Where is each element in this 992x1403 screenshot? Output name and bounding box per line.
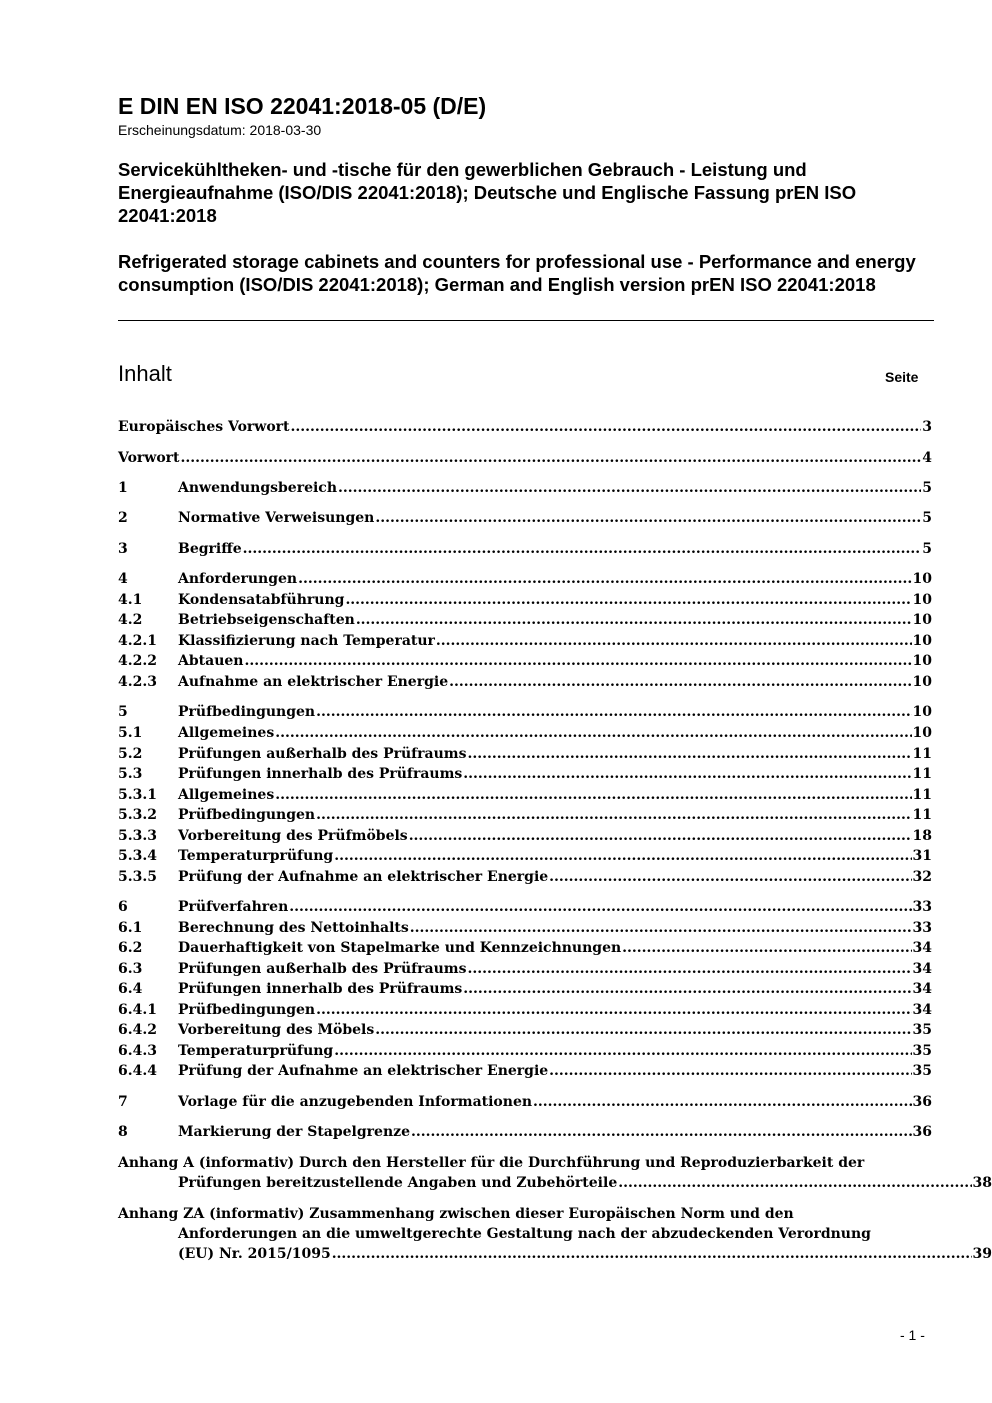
toc-dot-leader [618, 1173, 971, 1193]
toc-entry-6-4-2[interactable] [118, 1020, 932, 1040]
toc-entry-page: 36 [912, 1124, 932, 1140]
toc-entry-number: 5.3.2 [118, 807, 157, 823]
toc-entry-title: Vorwort [118, 450, 180, 466]
toc-dot-leader [244, 651, 911, 671]
toc-entry-title: Kondensatabführung [178, 592, 345, 608]
toc-entry-5-2[interactable] [118, 744, 932, 764]
toc-entry-1[interactable] [118, 478, 932, 498]
toc-dot-leader [291, 417, 922, 437]
toc-entry-title: Prüfbedingungen [178, 1002, 316, 1018]
toc-dot-leader [549, 1061, 911, 1081]
toc-entry-6-4-1[interactable] [118, 1000, 932, 1020]
toc-entry-page: 35 [912, 1043, 932, 1059]
toc-entry-title: Temperaturprüfung [178, 848, 334, 864]
toc-entry-5-3-4[interactable] [118, 846, 932, 866]
toc-heading: Inhalt [118, 361, 172, 386]
toc-dot-leader [549, 867, 911, 887]
toc-entry-title: Anforderungen [178, 571, 298, 587]
toc-entry-page: 10 [912, 674, 932, 690]
toc-entry-6-4[interactable] [118, 979, 932, 999]
toc-dot-leader [375, 1020, 911, 1040]
toc-dot-leader [468, 959, 912, 979]
toc-entry-page: 10 [912, 653, 932, 669]
toc-dot-leader [411, 1122, 912, 1142]
toc-entry-6-1[interactable] [118, 918, 932, 938]
toc-dot-leader [243, 539, 922, 559]
toc-entry-page: 39 [972, 1246, 992, 1262]
toc-entry-page: 36 [912, 1094, 932, 1110]
toc-dot-leader [275, 785, 911, 805]
english-title: Refrigerated storage cabinets and counters for professional use - Performance and energy consumption (ISO/DIS 22041:2018); German and English version prEN ISO 22041:2018 [118, 251, 916, 295]
toc-entry-title: Betriebseigenschaften [178, 612, 355, 628]
toc-entry-title-continued: (EU) Nr. 2015/1095 [178, 1246, 331, 1262]
toc-entry-title: Prüfung der Aufnahme an elektrischer Energie [178, 1063, 549, 1079]
toc-entry-page: 34 [912, 1002, 932, 1018]
toc-entry-title-line: Anhang ZA (informativ) Zusammenhang zwischen dieser Europäischen Norm und den [118, 1206, 794, 1222]
toc-entry-number: 4.2.2 [118, 653, 157, 669]
toc-dot-leader [356, 610, 912, 630]
toc-entry-title: Normative Verweisungen [178, 510, 375, 526]
toc-entry-6-4-3[interactable] [118, 1041, 932, 1061]
toc-entry-number: 6.4 [118, 981, 143, 997]
toc-entry-page: 34 [912, 981, 932, 997]
toc-dot-leader [332, 1244, 972, 1264]
toc-entry-number: 6 [118, 899, 128, 915]
toc-dot-leader [463, 979, 911, 999]
toc-dot-leader [316, 805, 911, 825]
toc-entry-page: 10 [912, 612, 932, 628]
toc-entry-title: Berechnung des Nettoinhalts [178, 920, 409, 936]
toc-entry-number: 6.3 [118, 961, 143, 977]
toc-entry-4-2-3[interactable] [118, 672, 932, 692]
toc-dot-leader [316, 1000, 911, 1020]
toc-dot-leader [463, 764, 911, 784]
publication-date-line [118, 121, 321, 139]
toc-dot-leader [409, 826, 912, 846]
toc-entry-4-2[interactable] [118, 610, 932, 630]
toc-entry-4-1[interactable] [118, 590, 932, 610]
toc-dot-leader [622, 938, 911, 958]
toc-dot-leader [436, 631, 912, 651]
toc-entry-title: Prüfverfahren [178, 899, 289, 915]
toc-entry-page: 34 [912, 961, 932, 977]
toc-entry-title: Prüfung der Aufnahme an elektrischer Energie [178, 869, 549, 885]
toc-entry-title: Klassifizierung nach Temperatur [178, 633, 435, 649]
toc-entry-title: Prüfungen außerhalb des Prüfraums [178, 746, 467, 762]
toc-entry-number: 4.2.1 [118, 633, 157, 649]
toc-entry-page: 34 [912, 940, 932, 956]
toc-entry-5-3[interactable] [118, 764, 932, 784]
toc-entry-number: 5.3.5 [118, 869, 157, 885]
toc-entry-title: Dauerhaftigkeit von Stapelmarke und Kennzeichnungen [178, 940, 622, 956]
toc-entry-title: Vorbereitung des Möbels [178, 1022, 375, 1038]
toc-page-column-label: Seite [885, 369, 919, 385]
toc-entry-title: Prüfbedingungen [178, 807, 316, 823]
toc-entry-title: Temperaturprüfung [178, 1043, 334, 1059]
toc-entry-7[interactable] [118, 1092, 932, 1112]
toc-entry-title: Vorbereitung des Prüfmöbels [178, 828, 408, 844]
toc-entry-annex-za[interactable] [118, 1204, 992, 1264]
toc-entry-page: 31 [912, 848, 932, 864]
toc-entry-number: 6.4.2 [118, 1022, 157, 1038]
toc-entry-page: 38 [972, 1175, 992, 1191]
toc-entry-page: 10 [912, 725, 932, 741]
toc-entry-number: 1 [118, 480, 128, 496]
toc-entry-title-line: Anhang A (informativ) Durch den Hersteller für die Durchführung und Reproduzierbarkeit der [118, 1155, 865, 1171]
toc-dot-leader [410, 918, 912, 938]
toc-entry-5-1[interactable] [118, 723, 932, 743]
toc-entry-5-3-2[interactable] [118, 805, 932, 825]
publication-date-value: 2018-03-30 [249, 122, 322, 138]
toc-entry-number: 5 [118, 704, 128, 720]
toc-dot-leader [316, 702, 911, 722]
toc-entry-4-2-2[interactable] [118, 651, 932, 671]
toc-entry-number: 6.2 [118, 940, 143, 956]
toc-entry-2[interactable] [118, 508, 932, 528]
toc-entry-title: Allgemeines [178, 787, 275, 803]
toc-entry-title: Europäisches Vorwort [118, 419, 290, 435]
toc-entry-title: Prüfungen innerhalb des Prüfraums [178, 766, 463, 782]
toc-dot-leader [468, 744, 912, 764]
toc-entry-title: Markierung der Stapelgrenze [178, 1124, 410, 1140]
toc-dot-leader [345, 590, 911, 610]
toc-entry-number: 3 [118, 541, 128, 557]
toc-entry-title: Prüfbedingungen [178, 704, 316, 720]
toc-entry-5-3-1[interactable] [118, 785, 932, 805]
document-number: E DIN EN ISO 22041:2018-05 (D/E) [118, 93, 487, 119]
toc-entry-title-continued: Prüfungen bereitzustellende Angaben und Zubehörteile [178, 1175, 618, 1191]
toc-entry-number: 6.1 [118, 920, 143, 936]
toc-entry-page: 10 [912, 704, 932, 720]
toc-entry-6[interactable] [118, 897, 932, 917]
toc-entry-number: 5.3 [118, 766, 143, 782]
toc-entry-number: 5.3.4 [118, 848, 157, 864]
toc-entry-6-3[interactable] [118, 959, 932, 979]
toc-entry-number: 5.2 [118, 746, 143, 762]
toc-entry-page: 10 [912, 571, 932, 587]
toc-entry-number: 4.1 [118, 592, 143, 608]
toc-entry-page: 35 [912, 1022, 932, 1038]
toc-entry-number: 5.3.3 [118, 828, 157, 844]
toc-entry-5-3-3[interactable] [118, 826, 932, 846]
toc-entry-number: 8 [118, 1124, 128, 1140]
toc-entry-page: 11 [912, 766, 932, 782]
toc-entry-page: 3 [922, 419, 932, 435]
toc-entry-number: 7 [118, 1094, 128, 1110]
page-number: - 1 - [900, 1327, 925, 1343]
toc-entry-3[interactable] [118, 539, 932, 559]
publication-date-label: Erscheinungsdatum: [118, 122, 246, 138]
toc-entry-title: Anwendungsbereich [178, 480, 337, 496]
toc-entry-number: 5.1 [118, 725, 143, 741]
toc-entry-6-2[interactable] [118, 938, 932, 958]
toc-dot-leader [181, 448, 922, 468]
toc-dot-leader [533, 1092, 911, 1112]
toc-dot-leader [375, 508, 921, 528]
toc-dot-leader [334, 846, 911, 866]
toc-entry-page: 11 [912, 787, 932, 803]
toc-dot-leader [298, 569, 911, 589]
toc-dot-leader [338, 478, 921, 498]
toc-entry-page: 18 [912, 828, 932, 844]
toc-entry-number: 4 [118, 571, 128, 587]
toc-entry-annex-a[interactable] [118, 1153, 992, 1193]
toc-entry-page: 35 [912, 1063, 932, 1079]
german-title: Servicekühltheken- und -tische für den gewerblichen Gebrauch - Leistung und Energieaufnahme (ISO/DIS 22041:2018); Deutsche und Englische Fassung prEN ISO 22041:2018 [118, 159, 857, 226]
toc-entry-page: 5 [922, 480, 932, 496]
toc-dot-leader [449, 672, 911, 692]
toc-entry-page: 10 [912, 633, 932, 649]
toc-entry-page: 33 [912, 899, 932, 915]
toc-entry-page: 33 [912, 920, 932, 936]
toc-entry-6-4-4[interactable] [118, 1061, 932, 1081]
toc-entry-page: 11 [912, 807, 932, 823]
toc-entry-5[interactable] [118, 702, 932, 722]
toc-entry-title: Aufnahme an elektrischer Energie [178, 674, 449, 690]
toc-entry-4-2-1[interactable] [118, 631, 932, 651]
toc-entry-number: 6.4.4 [118, 1063, 157, 1079]
toc-entry-title: Prüfungen innerhalb des Prüfraums [178, 981, 463, 997]
toc-entry-title: Abtauen [178, 653, 244, 669]
toc-entry-title: Allgemeines [178, 725, 275, 741]
toc-entry-page: 10 [912, 592, 932, 608]
toc-entry-number: 4.2 [118, 612, 143, 628]
toc-entry-page: 5 [922, 541, 932, 557]
toc-entry-title: Prüfungen außerhalb des Prüfraums [178, 961, 467, 977]
toc-entry-number: 6.4.3 [118, 1043, 157, 1059]
toc-dot-leader [275, 723, 911, 743]
toc-entry-8[interactable] [118, 1122, 932, 1142]
toc-dot-leader [334, 1041, 911, 1061]
toc-dot-leader [289, 897, 911, 917]
toc-entry-foreword[interactable] [118, 448, 932, 468]
toc-entry-5-3-5[interactable] [118, 867, 932, 887]
toc-entry-title: Begriffe [178, 541, 242, 557]
toc-entry-number: 2 [118, 510, 128, 526]
toc-entry-title-continued: Anforderungen an die umweltgerechte Gestaltung nach der abzudeckenden Verordnung [178, 1226, 871, 1242]
toc-entry-page: 32 [912, 869, 932, 885]
toc-entry-number: 4.2.3 [118, 674, 157, 690]
toc-entry-number: 6.4.1 [118, 1002, 157, 1018]
header-divider [118, 320, 934, 321]
toc-entry-page: 11 [912, 746, 932, 762]
toc-entry-page: 5 [922, 510, 932, 526]
toc-entry-4[interactable] [118, 569, 932, 589]
toc-entry-european-foreword[interactable] [118, 417, 932, 437]
toc-entry-title: Vorlage für die anzugebenden Informationen [178, 1094, 533, 1110]
toc-entry-page: 4 [922, 450, 932, 466]
toc-entry-number: 5.3.1 [118, 787, 157, 803]
